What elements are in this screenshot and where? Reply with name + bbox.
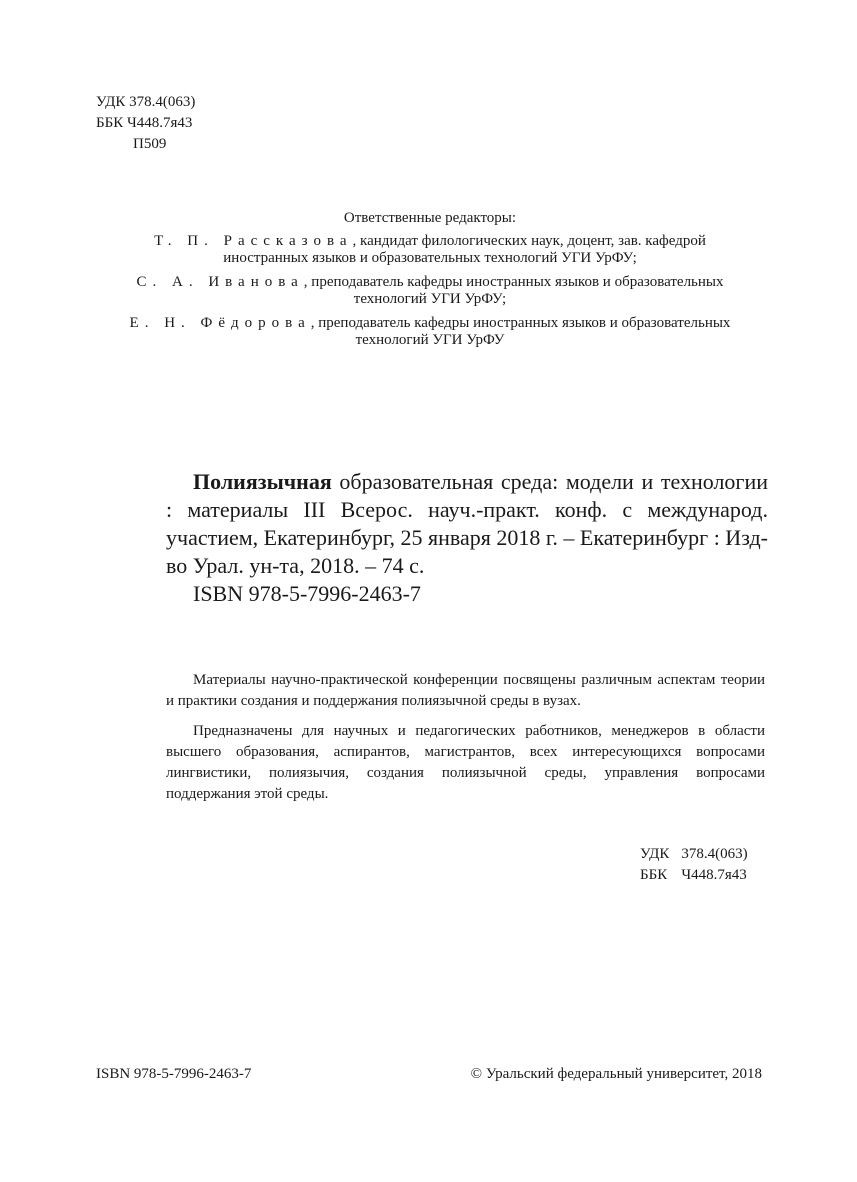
udk-label: УДК xyxy=(640,846,670,862)
editor-name: Е. Н. Фёдорова xyxy=(129,315,311,331)
editor-description: , преподаватель кафедры иностранных языков и образовательных технологий УГИ УрФУ xyxy=(310,315,731,348)
udk-value: 378.4(063) xyxy=(681,846,748,862)
editor-entry xyxy=(110,233,750,267)
editors-block xyxy=(110,210,750,356)
annotation-paragraph-1: Материалы научно-практической конференции посвящены различным аспектам теории и практики создания и поддержания полиязычной среды в вузах. xyxy=(166,672,765,709)
editors-heading: Ответственные редакторы: xyxy=(343,210,517,226)
biblio-details: образовательная среда: модели и технологии : материалы III Всерос. науч.-практ. конф. с международ. участием, Екатеринбург, 25 января 2018 г. – Екатеринбург : Изд-во Урал. ун-та, 2018. – 74 с. xyxy=(166,469,769,578)
isbn-main: ISBN 978-5-7996-2463-7 xyxy=(193,581,421,606)
annotation-paragraph-2: Предназначены для научных и педагогических работников, менеджеров в области высшего образования, аспирантов, магистрантов, всех интересующихся вопросами лингвистики, полиязычия, создания полиязычной среды, управления вопросами поддержания этой среды. xyxy=(166,723,765,802)
biblio-text xyxy=(166,468,768,580)
classification-codes-bottom xyxy=(640,844,748,886)
udk-code: УДК 378.4(063) xyxy=(96,94,196,110)
editor-name: С. А. Иванова xyxy=(136,274,304,290)
editor-description: , кандидат филологических наук, доцент, зав. кафедрой иностранных языков и образовательных технологий УГИ УрФУ; xyxy=(223,233,706,266)
bibliographic-description xyxy=(166,468,768,580)
editor-entry xyxy=(110,315,750,349)
author-sign: П509 xyxy=(133,136,167,152)
bbk-label: ББК xyxy=(640,867,668,883)
biblio-title: Полиязычная xyxy=(193,469,332,494)
footer-isbn: ISBN 978-5-7996-2463-7 xyxy=(96,1066,252,1082)
editor-description: , преподаватель кафедры иностранных языков и образовательных технологий УГИ УрФУ; xyxy=(303,274,724,307)
udk-row xyxy=(640,844,748,865)
annotation xyxy=(166,670,765,814)
bbk-row xyxy=(640,865,748,886)
classification-codes-top xyxy=(96,92,195,155)
editor-entry xyxy=(110,274,750,308)
bbk-code: ББК Ч448.7я43 xyxy=(96,115,193,131)
bbk-value: Ч448.7я43 xyxy=(681,867,747,883)
editor-name: Т. П. Рассказова xyxy=(154,233,353,249)
footer-copyright: © Уральский федеральный университет, 2018 xyxy=(470,1066,762,1082)
